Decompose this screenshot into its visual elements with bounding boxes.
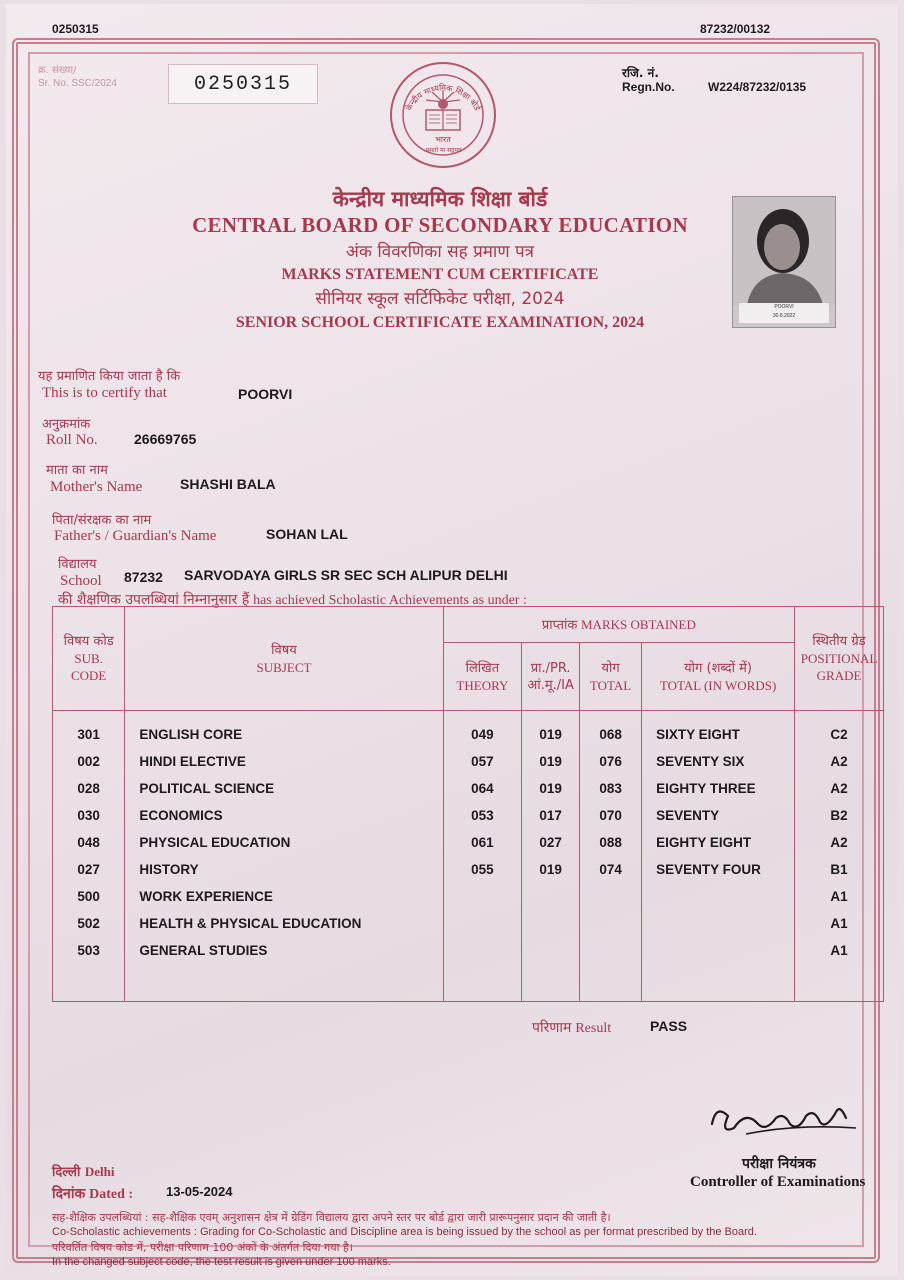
photo-caption-date: 30.8.2022 xyxy=(772,313,796,319)
certify-label-en: This is to certify that xyxy=(42,385,167,401)
photo-caption-name: POORVI xyxy=(774,304,794,310)
theory-cell: 061 xyxy=(471,835,494,850)
theory-cell: 064 xyxy=(471,781,494,796)
note2-hi: परिवर्तित विषय कोड में, परीक्षा परिणाम 100 अंकों के अंतर्गत दिया गया है। xyxy=(52,1241,353,1254)
code-cell: 301 xyxy=(77,727,100,742)
header-total-en: TOTAL xyxy=(589,677,632,693)
total-cell: 068 xyxy=(599,727,622,742)
header-code-en2: CODE xyxy=(70,668,107,683)
total-cell: 076 xyxy=(599,754,622,769)
subject-cell: GENERAL STUDIES xyxy=(139,943,268,958)
regn-label-en: Regn.No. xyxy=(622,80,675,94)
roll-label-hi: अनुक्रमांक xyxy=(42,417,91,432)
note1-hi: सह-शैक्षिक उपलब्धियां : सह-शैक्षिक एवम् अनुशासन क्षेत्र में ग्रेडिंग विद्यालय द्वारा अपने स्तर पर बोर्ड द्वारा जारी प्रारूपनुसार प्रदान की जाती है। xyxy=(52,1211,611,1224)
table-body-row xyxy=(53,711,884,1002)
subject-cell: HEALTH & PHYSICAL EDUCATION xyxy=(139,916,362,931)
table-header-row-1 xyxy=(53,607,884,643)
result-label xyxy=(532,1018,611,1037)
header-sub-code xyxy=(53,607,125,711)
header-code-en1: SUB. xyxy=(74,651,103,666)
words-cell: SEVENTY xyxy=(656,808,720,823)
total-cell: 083 xyxy=(599,781,622,796)
father-label-hi: पिता/संरक्षक का नाम xyxy=(52,513,152,528)
total-cell: 074 xyxy=(599,862,622,877)
father-label-en: Father's / Guardian's Name xyxy=(54,528,217,544)
place-en: Delhi xyxy=(84,1164,115,1179)
header-theory-hi: लिखित xyxy=(465,660,500,676)
controller-signature xyxy=(706,1094,866,1148)
column-practical xyxy=(522,711,580,1002)
result-label-en: Result xyxy=(575,1021,612,1036)
code-cell: 027 xyxy=(77,862,100,877)
prac-cell: 027 xyxy=(539,835,562,850)
header-practical xyxy=(522,643,580,711)
words-cell: SEVENTY SIX xyxy=(656,754,745,769)
prac-cell: 017 xyxy=(539,808,562,823)
code-cell: 048 xyxy=(77,835,100,850)
emblem-ring-text: केन्द्रीय माध्यमिक शिक्षा बोर्ड xyxy=(404,83,482,113)
roll-number: 26669765 xyxy=(134,431,197,447)
total-cell: 088 xyxy=(599,835,622,850)
title-block xyxy=(150,186,730,334)
code-cell: 030 xyxy=(77,808,100,823)
achievement-label-hi: की शैक्षणिक उपलब्धियां निम्नानुसार हैं xyxy=(58,592,250,608)
prac-cell: 019 xyxy=(539,781,562,796)
header-subject xyxy=(125,607,443,711)
header-total-words xyxy=(642,643,795,711)
result-label-hi: परिणाम xyxy=(532,1020,572,1036)
column-total xyxy=(580,711,642,1002)
prac-cell: 019 xyxy=(539,727,562,742)
marks-table xyxy=(52,606,884,1002)
grade-cell: A1 xyxy=(830,943,848,958)
board-title-en: CENTRAL BOARD OF SECONDARY EDUCATION xyxy=(192,213,688,237)
regn-label-hi: रजि. नं. xyxy=(622,66,659,80)
candidate-name: POORVI xyxy=(238,386,293,402)
grade-cell: A1 xyxy=(830,889,848,904)
theory-cell: 055 xyxy=(471,862,494,877)
code-cell: 028 xyxy=(77,781,100,796)
subject-cell: PHYSICAL EDUCATION xyxy=(139,835,291,850)
header-prac-hi: प्रा./PR. xyxy=(530,660,571,676)
certificate-title-hi: अंक विवरणिका सह प्रमाण पत्र xyxy=(345,242,535,262)
header-grade-hi: स्थितीय ग्रेड xyxy=(812,634,866,649)
school-label-hi: विद्यालय xyxy=(58,557,97,572)
grade-cell: B1 xyxy=(830,862,848,877)
top-reference-number: 87232/00132 xyxy=(700,22,771,36)
column-codes xyxy=(53,711,125,1002)
theory-cell: 053 xyxy=(471,808,494,823)
subject-cell: ECONOMICS xyxy=(139,808,223,823)
candidate-photo xyxy=(732,196,836,328)
mother-label-hi: माता का नाम xyxy=(46,463,108,478)
subject-cell: HISTORY xyxy=(139,862,199,877)
grade-cell: C2 xyxy=(830,727,848,742)
footer-notes xyxy=(52,1210,892,1270)
words-cell: SIXTY EIGHT xyxy=(656,727,740,742)
subject-cell: WORK EXPERIENCE xyxy=(139,889,273,904)
top-serial-number: 0250315 xyxy=(52,22,99,36)
subject-cell: HINDI ELECTIVE xyxy=(139,754,246,769)
certificate-title-en: MARKS STATEMENT CUM CERTIFICATE xyxy=(281,266,599,283)
code-cell: 500 xyxy=(77,889,100,904)
achievement-label-en: has achieved Scholastic Achievements as under : xyxy=(253,593,527,608)
school-code: 87232 xyxy=(124,569,163,585)
code-cell: 002 xyxy=(77,754,100,769)
exam-title-hi: सीनियर स्कूल सर्टिफिकेट परीक्षा, 2024 xyxy=(315,289,565,309)
header-words-en: TOTAL (IN WORDS) xyxy=(659,677,777,693)
date-label xyxy=(52,1184,133,1203)
controller-label-en: Controller of Examinations xyxy=(690,1174,866,1190)
header-prac-en: आं.मू./IA xyxy=(527,677,574,693)
prac-cell: 019 xyxy=(539,754,562,769)
father-name: SOHAN LAL xyxy=(266,526,348,542)
date-label-hi: दिनांक xyxy=(52,1186,86,1202)
header-grade-en1: POSITIONAL xyxy=(800,651,878,666)
result-value: PASS xyxy=(650,1018,688,1034)
header-words-hi: योग (शब्दों में) xyxy=(684,660,752,676)
grade-cell: A2 xyxy=(830,754,848,769)
serial-faint-label xyxy=(38,64,117,90)
header-total xyxy=(580,643,642,711)
theory-cell: 049 xyxy=(471,727,494,742)
header-theory-en: THEORY xyxy=(456,677,509,693)
school-name: SARVODAYA GIRLS SR SEC SCH ALIPUR DELHI xyxy=(184,567,508,583)
column-grade xyxy=(795,711,884,1002)
words-cell: EIGHTY THREE xyxy=(656,781,756,796)
header-subject-hi: विषय xyxy=(271,642,297,658)
header-positional-grade xyxy=(795,607,884,711)
note2-en: In the changed subject code, the test result is given under 100 marks. xyxy=(52,1256,391,1268)
roll-label-en: Roll No. xyxy=(46,432,98,448)
exam-title-en: SENIOR SCHOOL CERTIFICATE EXAMINATION, 2024 xyxy=(235,314,645,331)
mother-label-en: Mother's Name xyxy=(50,479,143,495)
header-subject-en: SUBJECT xyxy=(256,659,312,675)
regn-number: W224/87232/0135 xyxy=(708,80,807,94)
header-marks-en: MARKS OBTAINED xyxy=(581,616,696,632)
theory-cell: 057 xyxy=(471,754,494,769)
column-subjects xyxy=(125,711,443,1002)
header-grade-en2: GRADE xyxy=(816,668,862,683)
header-total-hi: योग xyxy=(601,660,620,676)
portrait-icon xyxy=(733,197,835,305)
note1-en: Co-Scholastic achievements : Grading for Co-Scholastic and Discipline area is being issued by the school as per format prescribed by the Board. xyxy=(52,1226,757,1238)
header-code-hi: विषय कोड xyxy=(63,634,114,649)
total-cell: 070 xyxy=(599,808,622,823)
subject-cell: ENGLISH CORE xyxy=(139,727,243,742)
emblem-motto: असतो मा सद्गमय xyxy=(424,147,462,154)
photo-caption xyxy=(739,303,829,323)
mother-name: SHASHI BALA xyxy=(180,476,276,492)
grade-cell: A1 xyxy=(830,916,848,931)
certify-label-hi: यह प्रमाणित किया जाता है कि xyxy=(38,369,181,384)
words-cell: SEVENTY FOUR xyxy=(656,862,761,877)
column-total-words xyxy=(642,711,795,1002)
emblem-country: भारत xyxy=(435,135,451,144)
serial-number-box: 0250315 xyxy=(168,64,318,104)
board-title-hi: केन्द्रीय माध्यमिक शिक्षा बोर्ड xyxy=(332,187,548,211)
code-cell: 502 xyxy=(77,916,100,931)
issue-date: 13-05-2024 xyxy=(166,1184,233,1199)
header-theory xyxy=(443,643,522,711)
place-line xyxy=(52,1162,114,1180)
controller-label-hi: परीक्षा नियंत्रक xyxy=(742,1156,816,1172)
header-marks-obtained xyxy=(443,607,794,643)
code-cell: 503 xyxy=(77,943,100,958)
grade-cell: A2 xyxy=(830,781,848,796)
prac-cell: 019 xyxy=(539,862,562,877)
subject-cell: POLITICAL SCIENCE xyxy=(139,781,275,796)
words-cell: EIGHTY EIGHT xyxy=(656,835,752,850)
cbse-emblem-icon xyxy=(388,60,498,170)
place-hi: दिल्ली xyxy=(52,1165,81,1180)
grade-cell: B2 xyxy=(830,808,848,823)
date-label-en: Dated : xyxy=(89,1187,134,1202)
header-marks-hi: प्राप्तांक xyxy=(541,617,578,633)
serial-faint-en: Sr. No. SSC/2024 xyxy=(38,78,117,89)
school-label-en: School xyxy=(60,573,102,589)
grade-cell: A2 xyxy=(830,835,848,850)
column-theory xyxy=(443,711,522,1002)
serial-faint-hi: क्र. संख्या/ xyxy=(38,65,77,76)
